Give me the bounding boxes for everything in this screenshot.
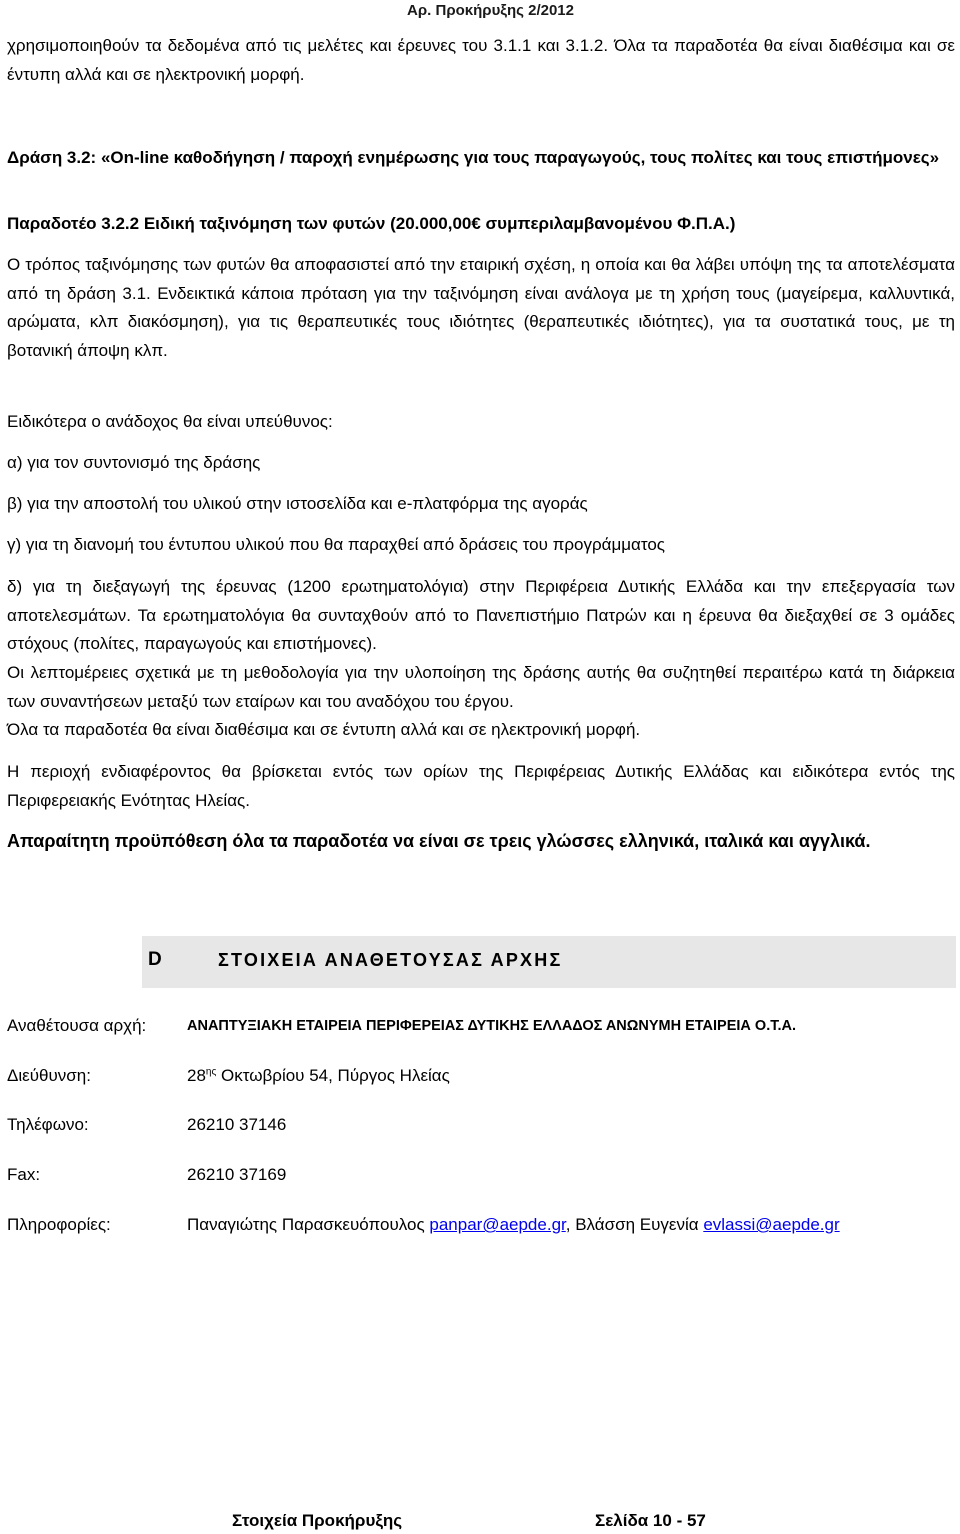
- list-item-c: γ) για τη διανομή του έντυπου υλικού που θα παραχθεί από δράσεις του προγράμματος: [7, 535, 665, 554]
- action-title: Δράση 3.2: «On-line καθοδήγηση / παροχή ενημέρωσης για τους παραγωγούς, τους πολίτες και τους επιστήμονες»: [7, 148, 940, 167]
- address-value: [187, 1066, 450, 1086]
- email-link-panpar[interactable]: panpar@aepde.gr: [429, 1215, 566, 1234]
- list-item-a: α) για τον συντονισμό της δράσης: [7, 453, 261, 472]
- info-name-1: Παναγιώτης Παρασκευόπουλος: [187, 1215, 430, 1234]
- list-item-b: β) για την αποστολή του υλικού στην ιστοσελίδα και e-πλατφόρμα της αγοράς: [7, 494, 588, 513]
- section-header: [142, 936, 956, 988]
- language-requirement: Απαραίτητη προϋπόθεση όλα τα παραδοτέα να είναι σε τρεις γλώσσες ελληνικά, ιταλικά και αγγλικά.: [7, 831, 871, 851]
- paragraph-area: Η περιοχή ενδιαφέροντος θα βρίσκεται εντός των ορίων της Περιφέρειας Δυτικής Ελλάδας και ειδικότερα εντός της Περιφερειακής Ενότητας Ηλείας.: [7, 762, 955, 810]
- address-rest: Οκτωβρίου 54, Πύργος Ηλείας: [216, 1066, 450, 1085]
- deliverable-title: Παραδοτέο 3.2.2 Ειδική ταξινόμηση των φυτών (20.000,00€ συμπεριλαμβανομένου Φ.Π.Α.): [7, 214, 736, 233]
- section-title: ΣΤΟΙΧΕΙΑ ΑΝΑΘΕΤΟΥΣΑΣ ΑΡΧΗΣ: [218, 950, 563, 970]
- address-label: Διεύθυνση:: [7, 1066, 91, 1085]
- paragraph-classification: Ο τρόπος ταξινόμησης των φυτών θα αποφασιστεί από την εταιρική σχέση, η οποία και θα λάβει υπόψη της τα αποτελέσματα από τη δράση 3.1. Ενδεικτικά κάποια πρόταση για την ταξινόμηση είναι ανάλογα με τη χρήση τους (μαγείρεμα, καλλυντικά, αρώματα, κλπ διακόσμηση), για τις θεραπευτικές τους ιδιότητες (θεραπευτικές ιδιότητες), για τα συστατικά τους, με τη βοτανική άποψη κλπ.: [7, 255, 955, 360]
- info-value: [187, 1215, 840, 1235]
- paragraph-methodology: Οι λεπτομέρειες σχετικά με τη μεθοδολογία για την υλοποίηση της δράσης αυτής θα συζητηθεί περαιτέρω κατά τη διάρκεια των συναντήσεων μεταξύ των εταίρων και του αναδόχου του έργου.: [7, 663, 955, 711]
- fax-label: Fax:: [7, 1165, 41, 1184]
- footer-page-number: Σελίδα 10 - 57: [595, 1511, 706, 1530]
- info-label: Πληροφορίες:: [7, 1215, 111, 1234]
- email-link-evlassi[interactable]: evlassi@aepde.gr: [703, 1215, 840, 1234]
- paragraph-intro: χρησιμοποιηθούν τα δεδομένα από τις μελέτες και έρευνες του 3.1.1 και 3.1.2. Όλα τα παραδοτέα θα είναι διαθέσιμα και σε έντυπη αλλά και σε ηλεκτρονική μορφή.: [7, 36, 955, 84]
- footer-title: Στοιχεία Προκήρυξης: [232, 1511, 403, 1530]
- address-number: 28: [187, 1066, 206, 1085]
- responsible-intro: Ειδικότερα ο ανάδοχος θα είναι υπεύθυνος:: [7, 412, 333, 431]
- phone-label: Τηλέφωνο:: [7, 1115, 89, 1134]
- list-item-d: δ) για τη διεξαγωγή της έρευνας (1200 ερωτηματολόγια) στην Περιφέρεια Δυτικής Ελλάδα και την επεξεργασία των αποτελεσμάτων. Τα ερωτηματολόγια θα συνταχθούν από το Πανεπιστήμιο Πατρών και η έρευνα θα διεξαχθεί σε 3 ομάδες στόχους (πολίτες, παραγωγούς και επιστήμονες).: [7, 577, 955, 654]
- document-reference: Αρ. Προκήρυξης 2/2012: [407, 2, 574, 19]
- fax-value: 26210 37169: [187, 1165, 287, 1184]
- authority-label: Αναθέτουσα αρχή:: [7, 1016, 147, 1035]
- authority-value: ΑΝΑΠΤΥΞΙΑΚΗ ΕΤΑΙΡΕΙΑ ΠΕΡΙΦΕΡΕΙΑΣ ΔΥΤΙΚΗΣ ΕΛΛΑΔΟΣ ΑΝΩΝΥΜΗ ΕΤΑΙΡΕΙΑ Ο.Τ.Α.: [187, 1018, 797, 1034]
- paragraph-formats: Όλα τα παραδοτέα θα είναι διαθέσιμα και σε έντυπη αλλά και σε ηλεκτρονική μορφή.: [7, 720, 641, 739]
- address-ordinal: ης: [205, 1066, 217, 1078]
- section-letter: D: [148, 949, 162, 970]
- info-separator: , Βλάσση Ευγενία: [565, 1215, 704, 1234]
- phone-value: 26210 37146: [187, 1115, 287, 1134]
